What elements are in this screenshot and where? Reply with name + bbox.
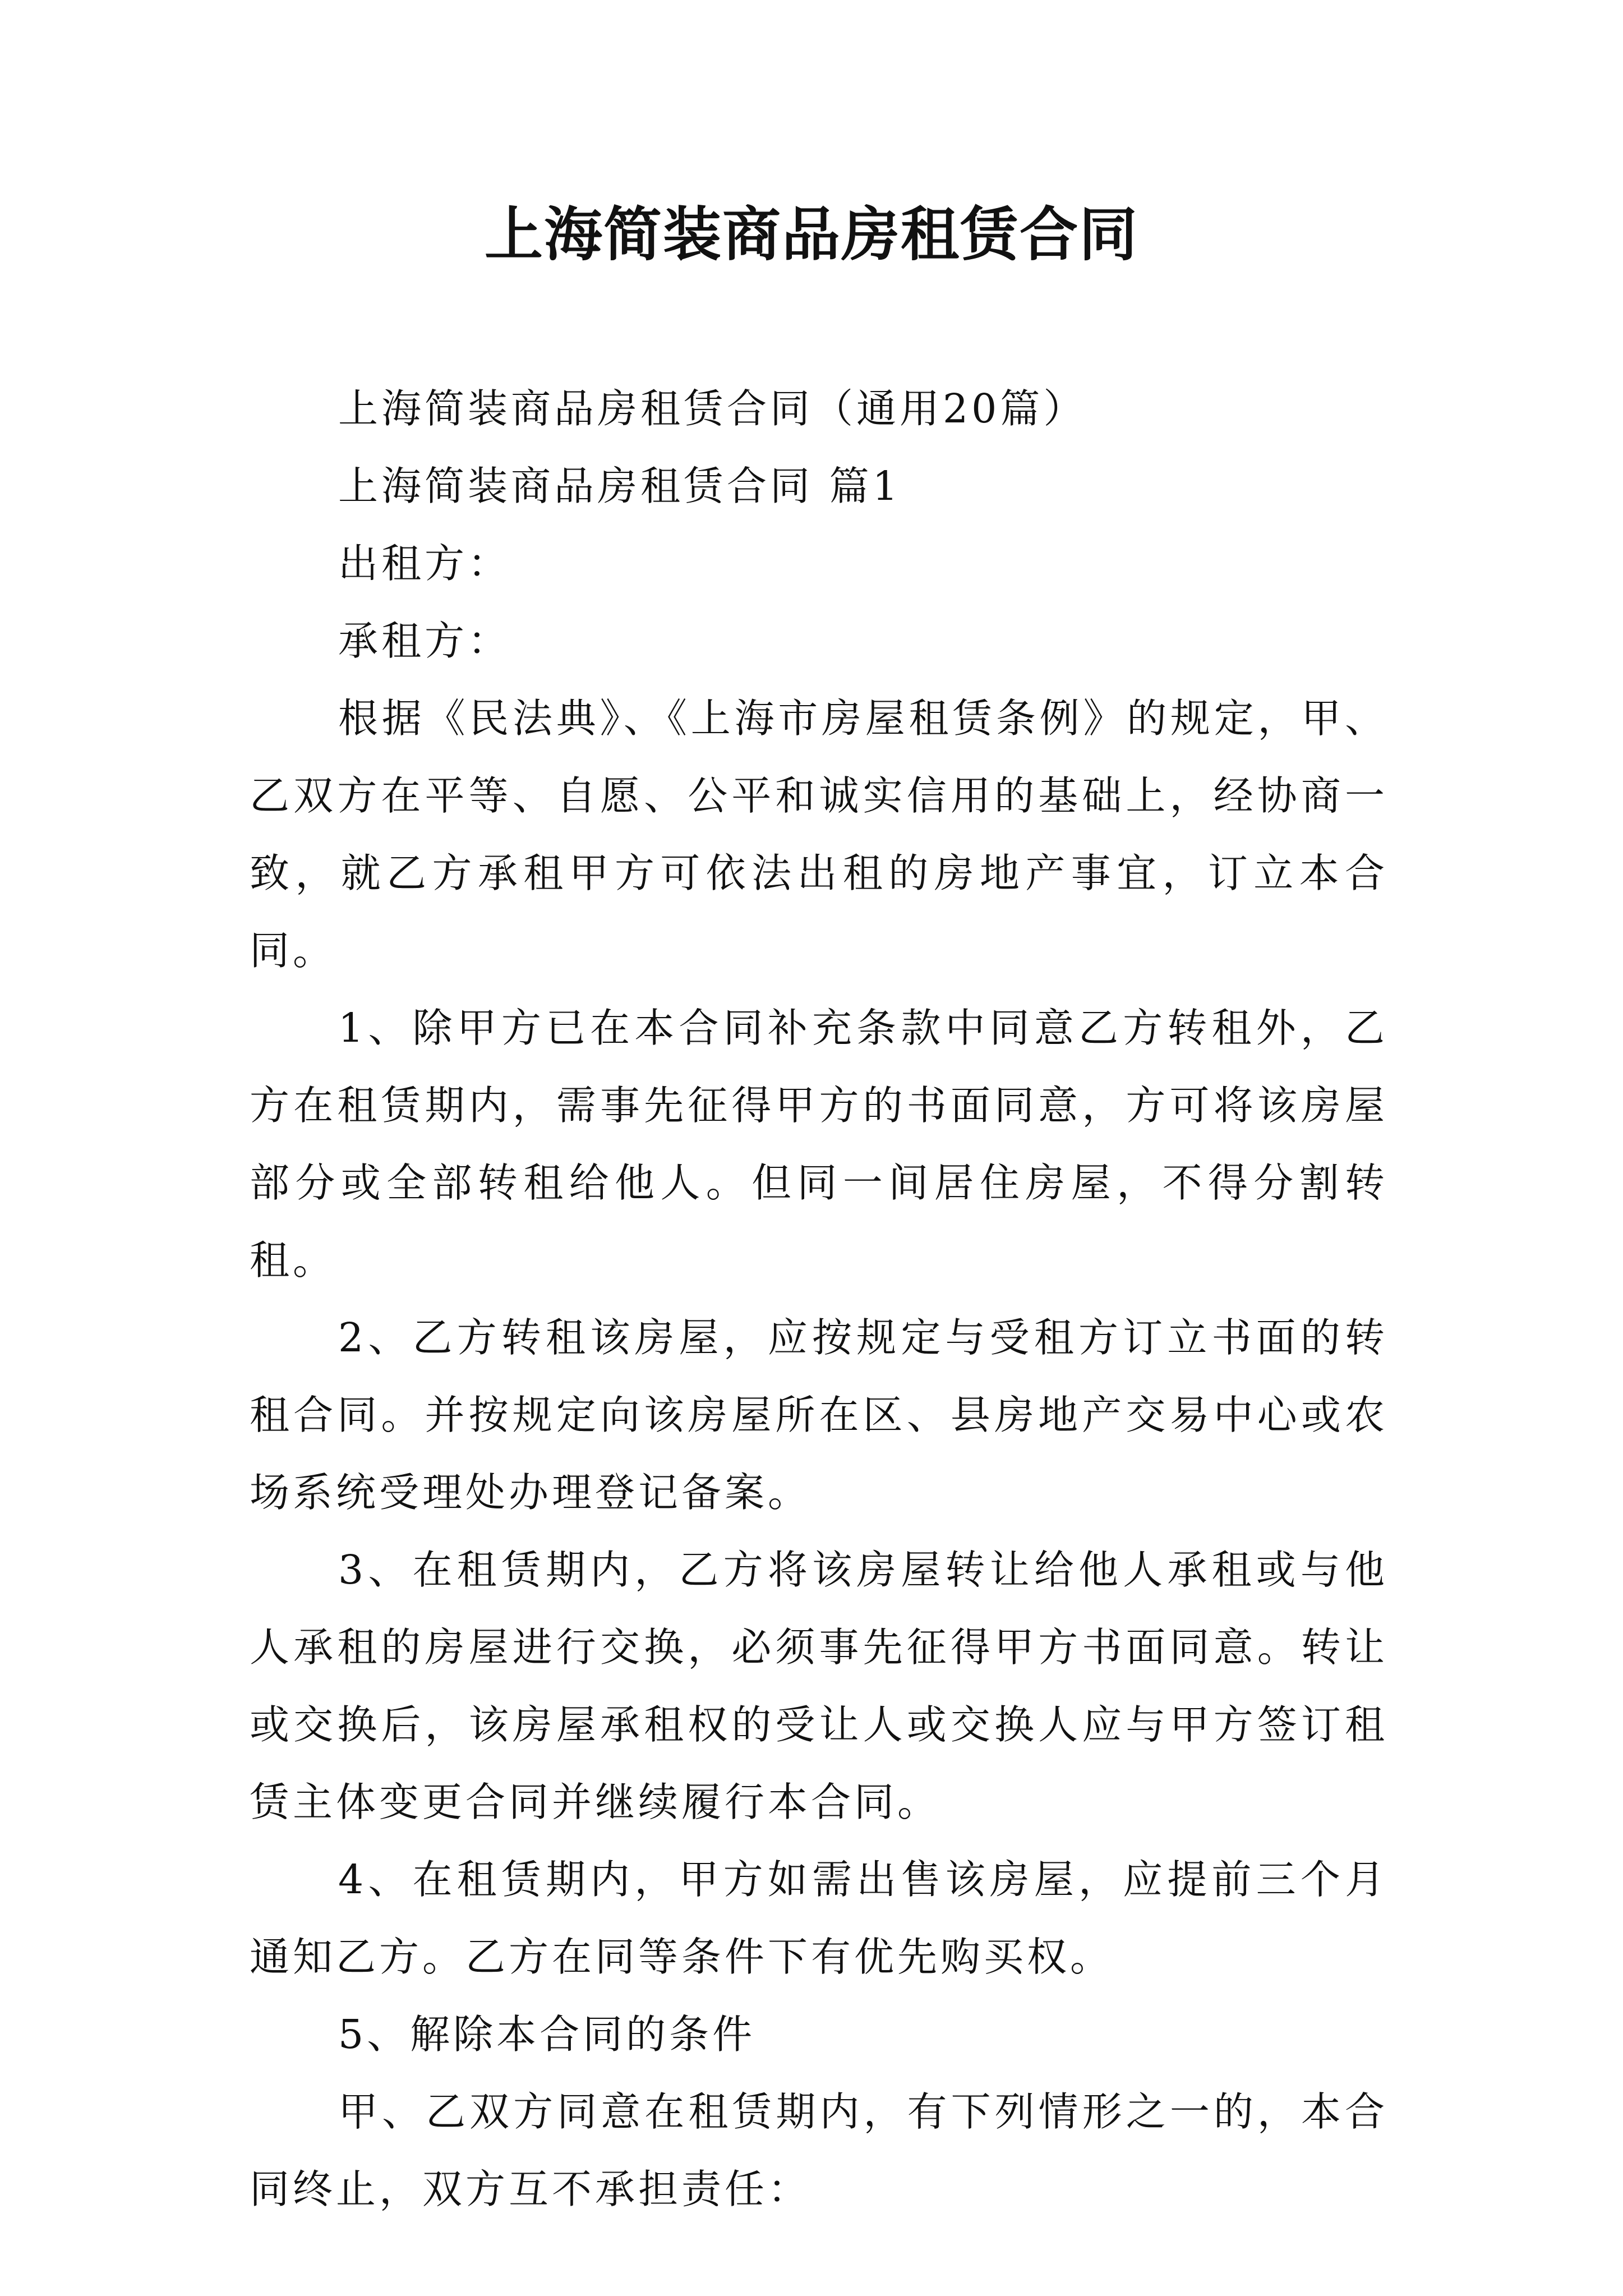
paragraph-lessee: 承租方： xyxy=(338,618,511,664)
document-body xyxy=(250,370,1388,2228)
paragraph-clause-5: 5、解除本合同的条件 xyxy=(338,2011,756,2058)
paragraph-lessor: 出租方： xyxy=(338,540,511,587)
paragraph-clause-3: 3、在租赁期内，乙方将该房屋转让给他人承租或与他人承租的房屋进行交换，必须事先征得甲方书面同意。转让或交换后，该房屋承租权的受让人或交换人应与甲方签订租赁主体变更合同并继续履行本合同。 xyxy=(250,1547,1388,1825)
paragraph-section-heading: 上海简装商品房租赁合同 篇1 xyxy=(338,463,901,509)
document-title: 上海简装商品房租赁合同 xyxy=(484,200,1138,269)
paragraph-subtitle: 上海简装商品房租赁合同（通用20篇） xyxy=(338,385,1087,432)
paragraph-preamble: 根据《民法典》、《上海市房屋租赁条例》的规定，甲、乙双方在平等、自愿、公平和诚实信用的基础上，经协商一致，就乙方承租甲方可依法出租的房地产事宜，订立本合同。 xyxy=(250,695,1388,974)
paragraph-clause-5-detail: 甲、乙双方同意在租赁期内，有下列情形之一的，本合同终止，双方互不承担责任： xyxy=(250,2088,1388,2212)
paragraph-clause-1: 1、除甲方已在本合同补充条款中同意乙方转租外，乙方在租赁期内，需事先征得甲方的书面同意，方可将该房屋部分或全部转租给他人。但同一间居住房屋，不得分割转租。 xyxy=(250,1005,1388,1283)
paragraph-clause-2: 2、乙方转租该房屋，应按规定与受租方订立书面的转租合同。并按规定向该房屋所在区、县房地产交易中心或农场系统受理处办理登记备案。 xyxy=(250,1314,1388,1516)
paragraph-clause-4: 4、在租赁期内，甲方如需出售该房屋，应提前三个月通知乙方。乙方在同等条件下有优先购买权。 xyxy=(250,1856,1388,1980)
